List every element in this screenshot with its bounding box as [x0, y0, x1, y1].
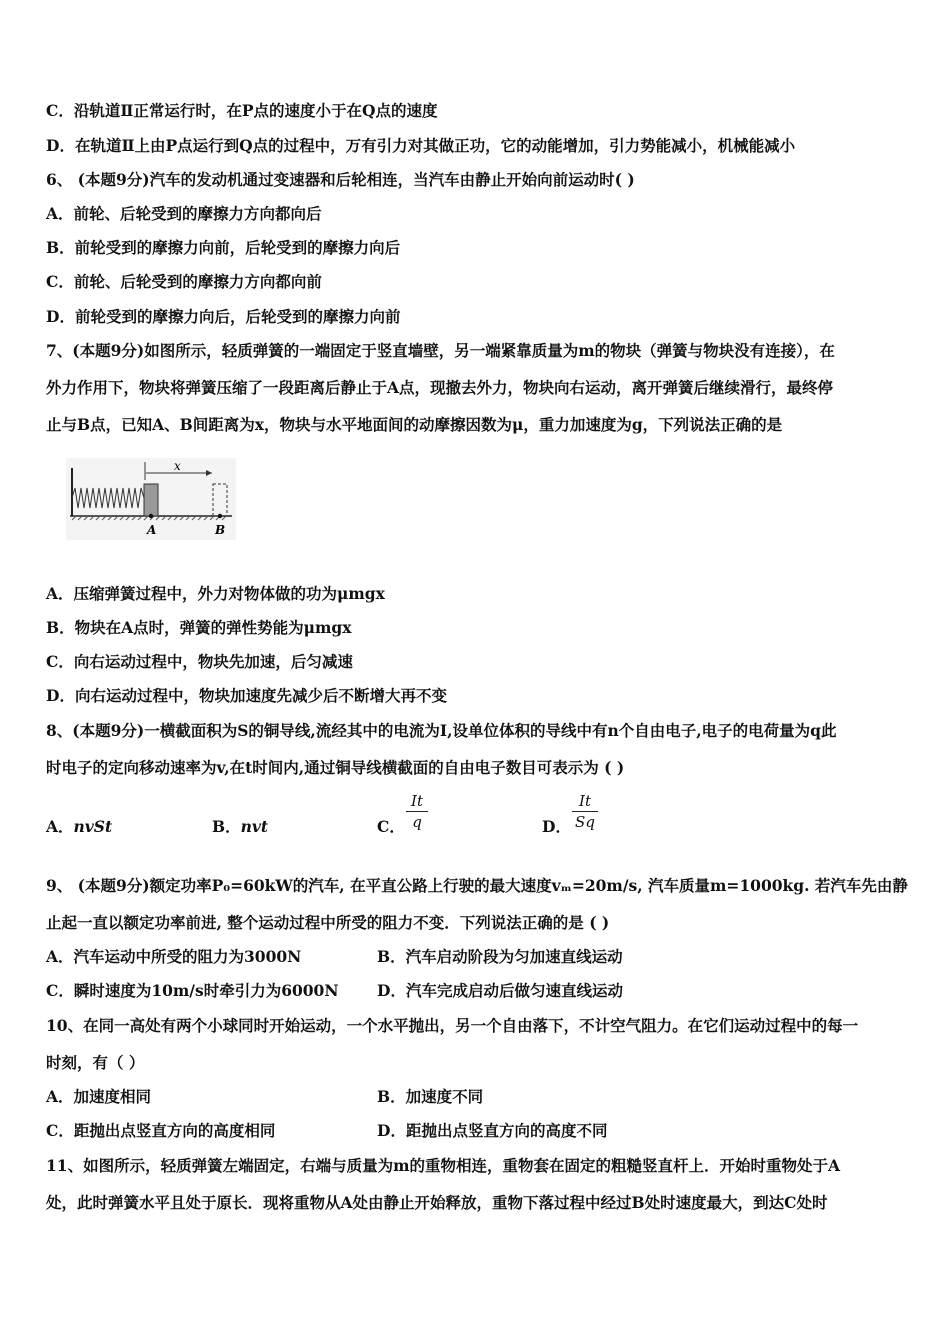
- q6-option-a: A．前轮、后轮受到的摩擦力方向都向后: [46, 204, 322, 223]
- q8-option-d-numerator: It: [579, 792, 591, 810]
- q6-option-d: D．前轮受到的摩擦力向后，后轮受到的摩擦力向前: [46, 307, 401, 326]
- q6-option-c: C．前轮、后轮受到的摩擦力方向都向前: [46, 272, 322, 291]
- fraction-bar: [572, 811, 598, 812]
- q8-option-c-label: C．: [377, 817, 405, 836]
- label-b: B: [215, 523, 226, 537]
- block-at-a: [144, 484, 158, 516]
- q8-option-a-label: A．: [46, 817, 74, 836]
- q7-option-a: A．压缩弹簧过程中，外力对物体做的功为μmgx: [46, 584, 385, 603]
- q8-option-c-denominator: q: [412, 813, 422, 831]
- q6-option-b: B．前轮受到的摩擦力向前，后轮受到的摩擦力向后: [46, 238, 401, 257]
- q8-stem-line1: 8、(本题9分)一横截面积为S的铜导线,流经其中的电流为I,设单位体积的导线中有n个自由电子,电子的电荷量为q此: [46, 721, 837, 740]
- q8-stem-line2: 时电子的定向移动速率为v,在t时间内,通过铜导线横截面的自由电子数目可表示为 ( ): [46, 758, 625, 777]
- q9-stem-line1: 9、 (本题9分)额定功率P₀=60kW的汽车, 在平直公路上行驶的最大速度vₘ=20m/s, 汽车质量m=1000kg. 若汽车先由静: [46, 876, 908, 895]
- fraction-bar: [406, 811, 428, 812]
- q11-stem-line1: 11、如图所示，轻质弹簧左端固定，右端与质量为m的重物相连，重物套在固定的粗糙竖直杆上．开始时重物处于A: [46, 1156, 841, 1175]
- label-x: x: [174, 459, 181, 473]
- q7-option-c: C．向右运动过程中，物块先加速，后匀减速: [46, 652, 353, 671]
- q8-option-c-numerator: It: [411, 792, 423, 810]
- q7-stem-line3: 止与B点，已知A、B间距离为x，物块与水平地面间的动摩擦因数为μ，重力加速度为g，下列说法正确的是: [46, 415, 783, 434]
- q10-option-c: C．距抛出点竖直方向的高度相同: [46, 1121, 276, 1140]
- point-a: [149, 514, 153, 518]
- q8-option-c-fraction: [406, 792, 428, 831]
- q7-stem-line2: 外力作用下，物块将弹簧压缩了一段距离后静止于A点，现撤去外力，物块向右运动，离开弹簧后继续滑行，最终停: [46, 378, 834, 397]
- q8-option-b: [212, 816, 268, 838]
- q8-option-d-denominator: Sq: [575, 813, 595, 831]
- label-a: A: [147, 523, 157, 537]
- q9-option-d: D．汽车完成启动后做匀速直线运动: [377, 981, 623, 1000]
- q7-stem-line1: 7、(本题9分)如图所示，轻质弹簧的一端固定于竖直墙壁，另一端紧靠质量为m的物块（弹簧与物块没有连接），在: [46, 341, 835, 360]
- q11-stem-line2: 处，此时弹簧水平且处于原长．现将重物从A处由静止开始释放，重物下落过程中经过B处时速度最大，到达C处时: [46, 1193, 828, 1212]
- q7-option-b: B．物块在A点时，弹簧的弹性势能为μmgx: [46, 618, 352, 637]
- q6-stem: 6、 (本题9分)汽车的发动机通过变速器和后轮相连，当汽车由静止开始向前运动时( ): [46, 170, 635, 189]
- q10-option-b: B．加速度不同: [377, 1087, 484, 1106]
- point-b: [218, 514, 222, 518]
- q8-option-a-value: nvSt: [73, 817, 113, 836]
- q9-stem-line2: 止起一直以额定功率前进, 整个运动过程中所受的阻力不变．下列说法正确的是 ( ): [46, 913, 610, 932]
- q9-option-c: C．瞬时速度为10m/s时牵引力为6000N: [46, 981, 339, 1000]
- q9-option-b: B．汽车启动阶段为匀加速直线运动: [377, 947, 623, 966]
- q5-option-c: C．沿轨道Ⅱ正常运行时，在P点的速度小于在Q点的速度: [46, 101, 438, 120]
- q10-stem-line1: 10、在同一高处有两个小球同时开始运动，一个水平抛出，另一个自由落下，不计空气阻力。在它们运动过程中的每一: [46, 1016, 859, 1035]
- q10-option-a: A．加速度相同: [46, 1087, 152, 1106]
- q7-spring-figure: [66, 458, 236, 544]
- q8-option-d-label: D．: [542, 817, 571, 836]
- q5-option-d: D．在轨道Ⅱ上由P点运行到Q点的过程中，万有引力对其做正功，它的动能增加，引力势能减小，机械能减小: [46, 136, 796, 155]
- q8-option-a: [46, 816, 112, 838]
- q8-option-b-label: B．: [212, 817, 241, 836]
- q9-option-a: A．汽车运动中所受的阻力为3000N: [46, 947, 302, 966]
- q10-stem-line2: 时刻，有（ ）: [46, 1053, 145, 1072]
- q8-option-b-value: nvt: [240, 817, 269, 836]
- q8-option-d-fraction: [572, 792, 598, 831]
- q7-option-d: D．向右运动过程中，物块加速度先减少后不断增大再不变: [46, 686, 447, 705]
- q10-option-d: D．距抛出点竖直方向的高度不同: [377, 1121, 608, 1140]
